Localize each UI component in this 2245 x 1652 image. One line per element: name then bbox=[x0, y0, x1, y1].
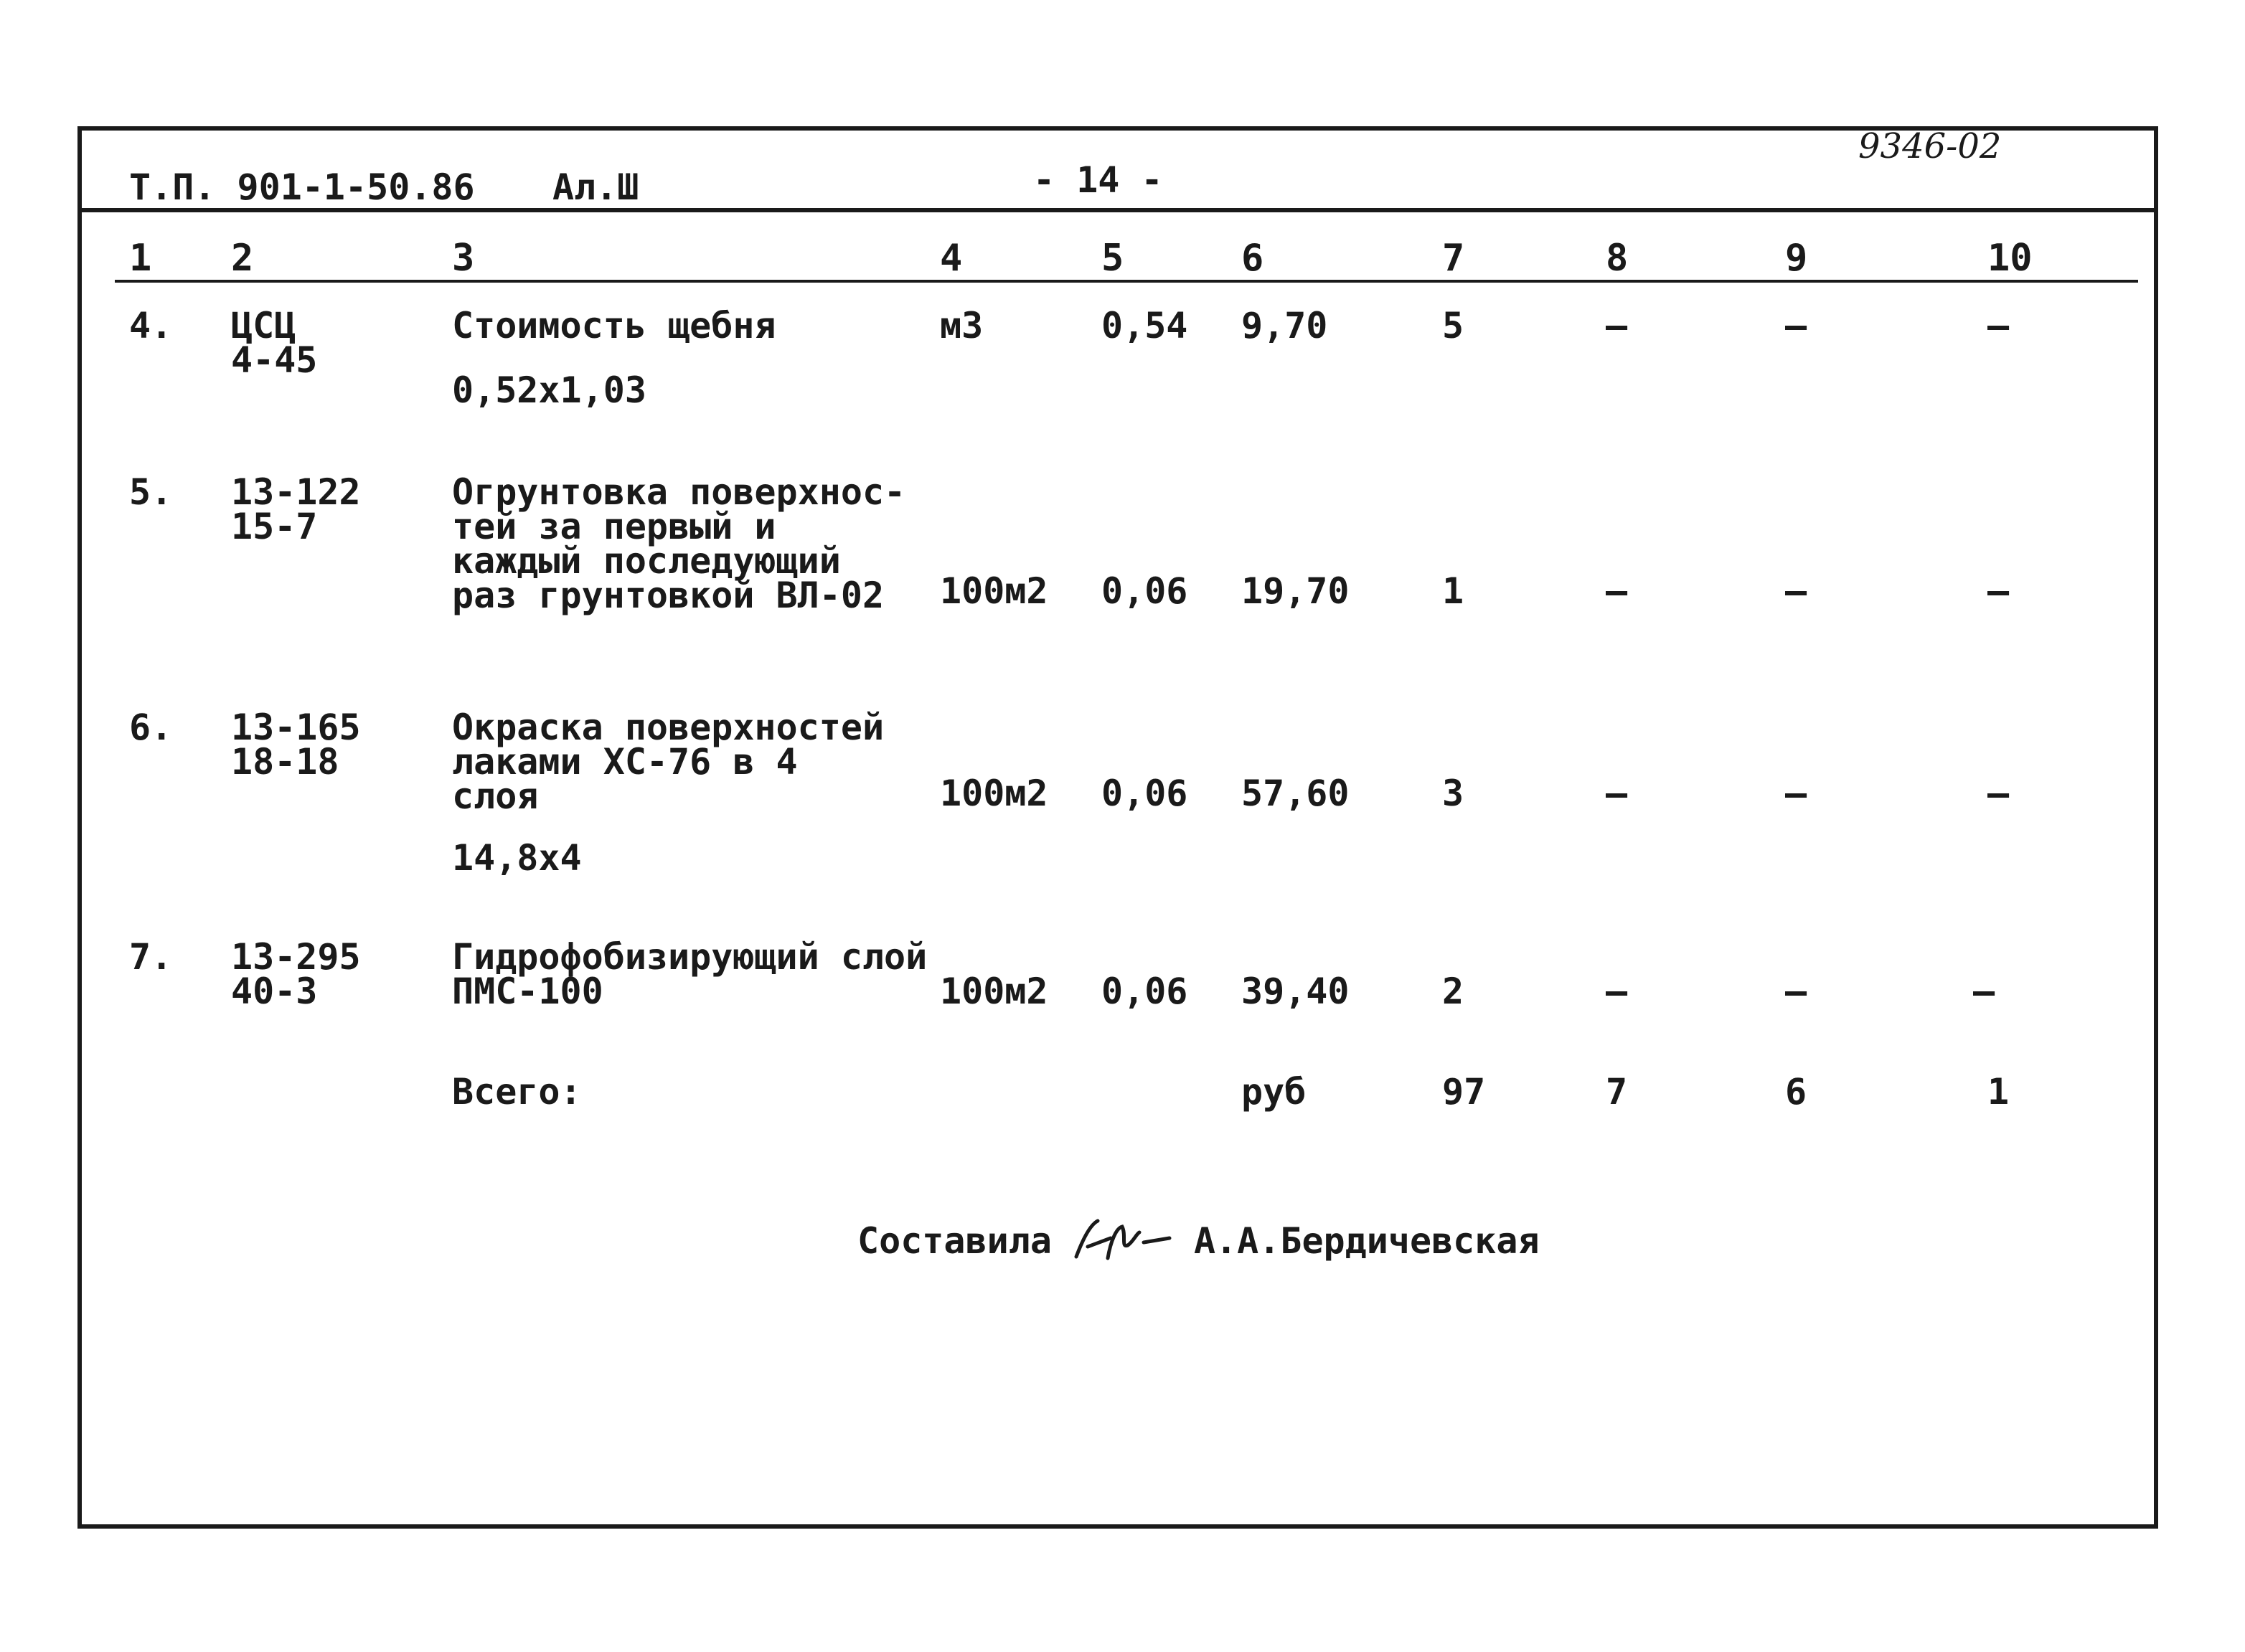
row-number: 4. bbox=[129, 305, 173, 346]
column-number-2: 2 bbox=[231, 237, 254, 280]
unit-price: 57,60 bbox=[1241, 773, 1350, 814]
header-divider bbox=[77, 208, 2158, 212]
column-10-value: – bbox=[1987, 305, 2010, 346]
column-number-divider bbox=[115, 280, 2138, 283]
work-description: Огрунтовка поверхнос- тей за первый и каждый последующий раз грунтовкой ВЛ-02 bbox=[452, 471, 906, 616]
row-number: 6. bbox=[129, 707, 173, 748]
page-number: - 14 - bbox=[1033, 159, 1163, 201]
quantity: 0,06 bbox=[1101, 773, 1188, 814]
unit-price: 9,70 bbox=[1241, 305, 1328, 346]
column-10-value: – bbox=[1987, 773, 2010, 814]
total-unit: руб bbox=[1241, 1071, 1307, 1113]
signature-line bbox=[857, 1212, 1540, 1270]
quantity: 0,06 bbox=[1101, 570, 1188, 612]
column-8-value: – bbox=[1606, 971, 1628, 1012]
unit-price: 19,70 bbox=[1241, 570, 1350, 612]
column-number-10: 10 bbox=[1987, 237, 2033, 280]
calculation: 0,52x1,03 bbox=[452, 369, 646, 411]
total-column-8: 7 bbox=[1606, 1071, 1628, 1113]
total-column-9: 6 bbox=[1785, 1071, 1807, 1113]
quantity: 0,54 bbox=[1101, 305, 1188, 346]
column-8-value: – bbox=[1606, 773, 1628, 814]
norm-code: 13-165 18-18 bbox=[231, 707, 361, 783]
column-9-value: – bbox=[1785, 971, 1807, 1012]
unit: м3 bbox=[940, 305, 984, 346]
doc-code: Т.П. 901-1-50.86 bbox=[129, 166, 475, 208]
column-number-3: 3 bbox=[452, 237, 475, 280]
norm-code: 13-295 40-3 bbox=[231, 936, 361, 1012]
column-number-7: 7 bbox=[1442, 237, 1465, 280]
column-10-value: – bbox=[1973, 971, 1995, 1012]
work-description: Окраска поверхностей лаками ХС-76 в 4 слоя bbox=[452, 707, 885, 817]
total-column-10: 1 bbox=[1987, 1071, 2010, 1113]
column-7-value: 1 bbox=[1442, 570, 1464, 612]
column-number-5: 5 bbox=[1101, 237, 1124, 280]
column-7-value: 5 bbox=[1442, 305, 1464, 346]
unit: 100м2 bbox=[940, 971, 1048, 1012]
column-number-1: 1 bbox=[129, 237, 152, 280]
norm-code: ЦСЦ 4-45 bbox=[231, 305, 318, 381]
norm-code: 13-122 15-7 bbox=[231, 471, 361, 547]
album-label: Ал.Ш bbox=[552, 166, 639, 208]
calculation: 14,8x4 bbox=[452, 837, 582, 879]
unit: 100м2 bbox=[940, 773, 1048, 814]
archive-number: 9346-02 bbox=[1858, 126, 2002, 166]
column-7-value: 3 bbox=[1442, 773, 1464, 814]
column-8-value: – bbox=[1606, 570, 1628, 612]
quantity: 0,06 bbox=[1101, 971, 1188, 1012]
column-number-9: 9 bbox=[1785, 237, 1808, 280]
work-description: Гидрофобизирующий слой ПМС-100 bbox=[452, 936, 928, 1012]
total-label: Всего: bbox=[452, 1071, 582, 1113]
column-9-value: – bbox=[1785, 773, 1807, 814]
column-10-value: – bbox=[1987, 570, 2010, 612]
unit: 100м2 bbox=[940, 570, 1048, 612]
row-number: 5. bbox=[129, 471, 173, 513]
column-8-value: – bbox=[1606, 305, 1628, 346]
column-7-value: 2 bbox=[1442, 971, 1464, 1012]
column-9-value: – bbox=[1785, 305, 1807, 346]
column-9-value: – bbox=[1785, 570, 1807, 612]
compiler-name: А.А.Бердичевская bbox=[1193, 1220, 1540, 1262]
total-column-7: 97 bbox=[1442, 1071, 1486, 1113]
row-number: 7. bbox=[129, 936, 173, 978]
work-description: Стоимость щебня bbox=[452, 305, 776, 346]
column-number-8: 8 bbox=[1606, 237, 1629, 280]
column-number-4: 4 bbox=[940, 237, 963, 280]
compiled-by-label: Составила bbox=[857, 1220, 1052, 1262]
handwritten-signature-icon bbox=[1069, 1212, 1177, 1270]
unit-price: 39,40 bbox=[1241, 971, 1350, 1012]
column-number-6: 6 bbox=[1241, 237, 1264, 280]
